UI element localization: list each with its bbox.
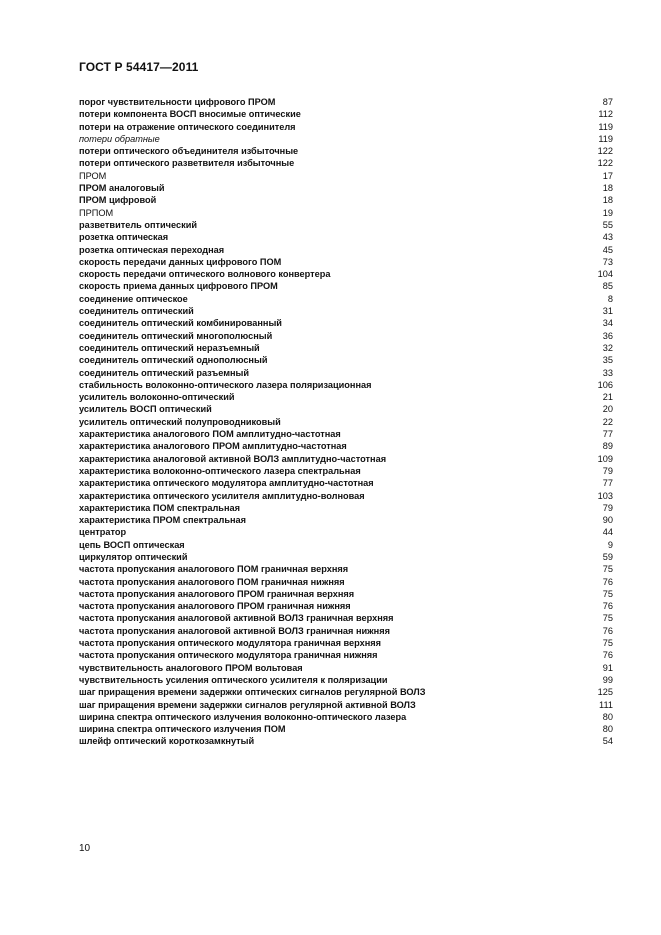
- index-page-ref: 31: [602, 306, 613, 317]
- index-page-ref: 80: [602, 711, 613, 722]
- index-term: соединитель оптический неразъемный: [79, 342, 260, 353]
- index-entry: [79, 686, 613, 698]
- index-page-ref: 18: [602, 183, 613, 194]
- index-term: усилитель волоконно-оптический: [79, 392, 235, 403]
- index-entry: [79, 625, 613, 637]
- index-term: характеристика аналогового ПОМ амплитудно-частотная: [79, 429, 341, 440]
- index-term: шаг приращения времени задержки оптических сигналов регулярной ВОЛЗ: [79, 687, 426, 698]
- index-page-ref: 76: [602, 576, 613, 587]
- index-term: потери обратные: [79, 133, 160, 144]
- index-entry: [79, 268, 613, 280]
- index-page-ref: 85: [602, 281, 613, 292]
- index-term: скорость передачи данных цифрового ПОМ: [79, 256, 282, 267]
- index-entry: [79, 379, 613, 391]
- index-term: потери оптического объединителя избыточные: [79, 146, 299, 157]
- index-term: характеристика ПОМ спектральная: [79, 502, 240, 513]
- index-entry: [79, 662, 613, 674]
- index-term: ПРОМ: [79, 170, 107, 181]
- index-entry: [79, 612, 613, 624]
- index-entry: [79, 108, 613, 120]
- index-entry: [79, 170, 613, 182]
- index-term: характеристика волоконно-оптического лазера спектральная: [79, 465, 361, 476]
- index-entry: [79, 354, 613, 366]
- index-page-ref: 59: [602, 551, 613, 562]
- index-term: соединитель оптический однополюсный: [79, 355, 268, 366]
- index-term: ширина спектра оптического излучения волоконно-оптического лазера: [79, 711, 407, 722]
- index-entry: [79, 367, 613, 379]
- index-term: розетка оптическая: [79, 232, 169, 243]
- index-page-ref: 122: [597, 146, 613, 157]
- page-number: 10: [79, 843, 91, 854]
- index-entry: [79, 735, 613, 747]
- index-term: ПРПОМ: [79, 207, 114, 218]
- index-term: потери на отражение оптического соединителя: [79, 121, 296, 132]
- index-term: соединитель оптический комбинированный: [79, 318, 282, 329]
- index-term: характеристика оптического усилителя амплитудно-волновая: [79, 490, 365, 501]
- index-entry: [79, 699, 613, 711]
- index-entry: [79, 649, 613, 661]
- index-page-ref: 19: [602, 207, 613, 218]
- index-term: потери оптического разветвителя избыточные: [79, 158, 295, 169]
- index-page-ref: 125: [597, 687, 613, 698]
- index-entry: [79, 539, 613, 551]
- index-page-ref: 34: [602, 318, 613, 329]
- index-page-ref: 73: [602, 256, 613, 267]
- index-entry: [79, 674, 613, 686]
- index-entry: [79, 403, 613, 415]
- index-entry: [79, 440, 613, 452]
- index-term: шаг приращения времени задержки сигналов регулярной активной ВОЛЗ: [79, 699, 416, 710]
- index-page-ref: 119: [598, 121, 613, 132]
- index-term: ПРОМ аналоговый: [79, 183, 165, 194]
- index-page-ref: 76: [602, 650, 613, 661]
- index-entry: [79, 600, 613, 612]
- index-page-ref: 45: [602, 244, 613, 255]
- index-term: розетка оптическая переходная: [79, 244, 225, 255]
- index-term: стабильность волоконно-оптического лазера поляризационная: [79, 379, 372, 390]
- index-entry: [79, 244, 613, 256]
- index-entry: [79, 330, 613, 342]
- index-page-ref: 89: [602, 441, 613, 452]
- index-page-ref: 22: [602, 416, 613, 427]
- index-page-ref: 35: [602, 355, 613, 366]
- index-term: соединение оптическое: [79, 293, 188, 304]
- index-entry: [79, 194, 613, 206]
- index-page-ref: 20: [602, 404, 613, 415]
- index-term: чувствительность усиления оптического усилителя к поляризации: [79, 674, 388, 685]
- index-term: ширина спектра оптического излучения ПОМ: [79, 724, 286, 735]
- index-entry: [79, 391, 613, 403]
- index-entry: [79, 207, 613, 219]
- index-entry: [79, 514, 613, 526]
- index-page-ref: 90: [602, 515, 613, 526]
- index-term: частота пропускания аналогового ПОМ граничная верхняя: [79, 564, 349, 575]
- index-term: разветвитель оптический: [79, 219, 197, 230]
- index-page-ref: 79: [602, 502, 613, 513]
- index-page-ref: 109: [597, 453, 613, 464]
- index-page-ref: 18: [602, 195, 613, 206]
- index-page-ref: 119: [598, 133, 613, 144]
- index-page-ref: 75: [602, 613, 613, 624]
- index-page-ref: 75: [602, 588, 613, 599]
- index-term: скорость передачи оптического волнового конвертера: [79, 269, 331, 280]
- index-term: частота пропускания аналоговой активной ВОЛЗ граничная верхняя: [79, 613, 394, 624]
- index-entry: [79, 428, 613, 440]
- index-entry: [79, 576, 613, 588]
- index-entry: [79, 588, 613, 600]
- index-page-ref: 104: [597, 269, 613, 280]
- index-entry: [79, 526, 613, 538]
- index-page-ref: 79: [602, 465, 613, 476]
- index-page-ref: 91: [602, 662, 613, 673]
- index-page-ref: 17: [602, 170, 613, 181]
- index-entry: [79, 723, 613, 735]
- index-entry: [79, 231, 613, 243]
- index-page-ref: 76: [602, 601, 613, 612]
- index-term: цепь ВОСП оптическая: [79, 539, 185, 550]
- index-page-ref: 112: [598, 109, 613, 120]
- page-header: ГОСТ Р 54417—2011: [79, 60, 199, 74]
- index-entry: [79, 121, 613, 133]
- index-entry: [79, 317, 613, 329]
- index-page-ref: 87: [602, 97, 613, 107]
- index-entry: [79, 280, 613, 292]
- index-entry: [79, 256, 613, 268]
- index-term: потери компонента ВОСП вносимые оптические: [79, 109, 301, 120]
- index-entry: [79, 145, 613, 157]
- index-term: характеристика аналогового ПРОМ амплитудно-частотная: [79, 441, 347, 452]
- index-term: ПРОМ цифровой: [79, 195, 157, 206]
- index-term: характеристика ПРОМ спектральная: [79, 515, 246, 526]
- index-entry: [79, 219, 613, 231]
- index-page-ref: 44: [602, 527, 613, 538]
- index-entry: [79, 502, 613, 514]
- index-page-ref: 76: [602, 625, 613, 636]
- index-term: чувствительность аналогового ПРОМ вольтовая: [79, 662, 303, 673]
- index-page-ref: 122: [597, 158, 613, 169]
- index-page-ref: 106: [597, 379, 613, 390]
- index-entry: [79, 453, 613, 465]
- index-page-ref: 21: [602, 392, 613, 403]
- index-entry: [79, 563, 613, 575]
- index-entry: [79, 490, 613, 502]
- index-entry: [79, 133, 613, 145]
- index-term: частота пропускания оптического модулятора граничная верхняя: [79, 638, 382, 649]
- index-term: характеристика аналоговой активной ВОЛЗ амплитудно-частотная: [79, 453, 387, 464]
- index-page-ref: 36: [602, 330, 613, 341]
- index-entry: [79, 711, 613, 723]
- index-term: частота пропускания оптического модулятора граничная нижняя: [79, 650, 378, 661]
- index-term: соединитель оптический разъемный: [79, 367, 250, 378]
- index-term: скорость приема данных цифрового ПРОМ: [79, 281, 278, 292]
- index-entry: [79, 637, 613, 649]
- index-entry: [79, 96, 613, 108]
- index-entry: [79, 465, 613, 477]
- index-page-ref: 55: [602, 219, 613, 230]
- index-page-ref: 54: [602, 736, 613, 747]
- index-entry: [79, 551, 613, 563]
- index-page-ref: 75: [602, 638, 613, 649]
- index-term: порог чувствительности цифрового ПРОМ: [79, 97, 276, 107]
- index-entry: [79, 157, 613, 169]
- index-page-ref: 43: [602, 232, 613, 243]
- index-entry: [79, 182, 613, 194]
- index-page-ref: 111: [599, 699, 613, 710]
- index-list: [79, 96, 613, 748]
- index-term: частота пропускания аналогового ПРОМ граничная верхняя: [79, 588, 355, 599]
- index-term: частота пропускания аналоговой активной ВОЛЗ граничная нижняя: [79, 625, 390, 636]
- index-page-ref: 8: [607, 293, 613, 304]
- index-page-ref: 80: [602, 724, 613, 735]
- index-term: усилитель ВОСП оптический: [79, 404, 212, 415]
- index-page-ref: 103: [597, 490, 613, 501]
- index-entry: [79, 305, 613, 317]
- index-entry: [79, 416, 613, 428]
- index-term: характеристика оптического модулятора амплитудно-частотная: [79, 478, 374, 489]
- index-term: усилитель оптический полупроводниковый: [79, 416, 281, 427]
- index-page-ref: 99: [602, 674, 613, 685]
- index-page-ref: 77: [602, 429, 613, 440]
- index-entry: [79, 293, 613, 305]
- index-term: центратор: [79, 527, 127, 538]
- index-page-ref: 75: [602, 564, 613, 575]
- index-page-ref: 32: [602, 342, 613, 353]
- index-term: соединитель оптический многополюсный: [79, 330, 273, 341]
- index-page-ref: 33: [602, 367, 613, 378]
- index-entry: [79, 342, 613, 354]
- index-term: частота пропускания аналогового ПОМ граничная нижняя: [79, 576, 345, 587]
- index-entry: [79, 477, 613, 489]
- index-page-ref: 77: [602, 478, 613, 489]
- index-term: соединитель оптический: [79, 306, 194, 317]
- index-page-ref: 9: [607, 539, 613, 550]
- index-term: шлейф оптический короткозамкнутый: [79, 736, 255, 747]
- index-term: частота пропускания аналогового ПРОМ граничная нижняя: [79, 601, 351, 612]
- index-term: циркулятор оптический: [79, 551, 188, 562]
